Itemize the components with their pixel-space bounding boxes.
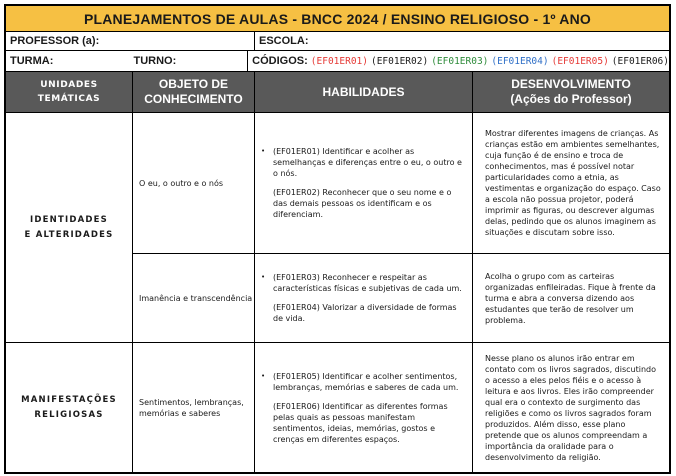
- column-header-desenvolvimento-line2: (Ações do Professor): [510, 92, 632, 106]
- code-ef01er05: (EF01ER05): [551, 55, 609, 67]
- codes-cell: [248, 51, 669, 71]
- turma-label: TURMA:: [10, 55, 54, 67]
- table-row: [133, 343, 669, 472]
- escola-label: ESCOLA:: [259, 35, 309, 47]
- habilidades-cell: [255, 254, 473, 342]
- column-header-desenvolvimento-line1: DESENVOLVIMENTO: [511, 77, 631, 91]
- lesson-plan-sheet: [4, 4, 671, 474]
- professor-school-row: [6, 32, 669, 51]
- code-ef01er01: (EF01ER01): [310, 55, 368, 67]
- habilidades-cell: [255, 113, 473, 253]
- desenvolvimento-cell: [473, 343, 669, 472]
- column-header-habilidades: HABILIDADES: [255, 72, 473, 112]
- unit-name-line2: E ALTERIDADES: [24, 229, 114, 240]
- objeto-cell: O eu, o outro e o nós: [133, 113, 255, 253]
- habilidade-text: (EF01ER03) Reconhecer e respeitar as características físicas e subjetivas de cada um.: [273, 273, 462, 293]
- unit-identidades-alteridades: [6, 113, 669, 343]
- column-header-unidades: [6, 72, 133, 112]
- table-row: [133, 253, 669, 342]
- habilidade-text: (EF01ER04) Valorizar a diversidade de formas de vida.: [273, 303, 457, 323]
- desenvolvimento-cell: [473, 254, 669, 342]
- habilidade-text: (EF01ER02) Reconhecer que o seu nome e o das demais pessoas os identificam e os diferenciam.: [273, 188, 452, 219]
- unit-name-line2: RELIGIOSAS: [34, 409, 104, 420]
- column-header-objeto-line1: OBJETO DE: [158, 77, 229, 91]
- habilidade-text: (EF01ER05) Identificar e acolher sentimentos, lembranças, memórias e saberes de cada um.: [273, 371, 459, 392]
- table-body: [6, 113, 669, 472]
- class-codes-row: [6, 51, 669, 72]
- column-header-unidades-line1: UNIDADES: [40, 80, 98, 90]
- desenvolvimento-text: Acolha o grupo com as carteiras organizadas enfileiradas. Fique à frente da turma e abra a conversa dizendo aos estudantes que terão de resolver um problema.: [485, 271, 656, 325]
- bullet-icon: •: [261, 371, 266, 380]
- column-header-desenvolvimento: [473, 72, 669, 112]
- column-header-objeto: [133, 72, 255, 112]
- table-row: [133, 113, 669, 253]
- bullet-icon: •: [261, 273, 266, 281]
- unit-manifestacoes-religiosas: [6, 343, 669, 472]
- objeto-cell: Imanência e transcendência: [133, 254, 255, 342]
- codigos-label: CÓDIGOS:: [252, 55, 308, 67]
- professor-label: PROFESSOR (a):: [6, 32, 255, 50]
- desenvolvimento-cell: [473, 113, 669, 253]
- unit-name: [6, 113, 133, 342]
- code-ef01er03: (EF01ER03): [431, 55, 489, 67]
- habilidades-cell: [255, 343, 473, 472]
- bullet-icon: •: [261, 147, 266, 155]
- code-ef01er06: (EF01ER06): [611, 55, 669, 67]
- page-title: PLANEJAMENTOS DE AULAS - BNCC 2024 / ENSINO RELIGIOSO - 1º ANO: [6, 6, 669, 32]
- unit-name-line1: MANIFESTAÇÕES: [21, 394, 117, 405]
- table-header: [6, 72, 669, 113]
- code-ef01er02: (EF01ER02): [370, 55, 429, 67]
- objeto-cell: Sentimentos, lembranças, memórias e saberes: [133, 343, 255, 472]
- code-ef01er04: (EF01ER04): [491, 55, 549, 67]
- unit-name: [6, 343, 133, 472]
- habilidade-text: (EF01ER06) Identificar as diferentes formas pelas quais as pessoas manifestam sentimentos, ideias, memórias, gostos e crenças em diferentes espaços.: [273, 401, 448, 444]
- column-header-unidades-line2: TEMÁTICAS: [37, 94, 101, 104]
- habilidade-text: (EF01ER01) Identificar e acolher as semelhanças e diferenças entre o eu, o outro e o nós.: [273, 147, 462, 178]
- column-header-objeto-line2: CONHECIMENTO: [144, 92, 243, 106]
- unit-name-line1: IDENTIDADES: [30, 214, 108, 225]
- desenvolvimento-text: Nesse plano os alunos irão entrar em contato com os livros sagrados, discutindo o acesso a eles pelos fiéis e o acesso à leitura e aos livros. Eles irão compreender qual era o contexto de surgimento das religiões e como os livros sagrados foram produzidos. Além disso, esse plano pretende que os alunos compreendam a importância da oralidade para o desenvolvimento da religião.: [485, 353, 657, 462]
- turno-label: TURNO:: [130, 51, 249, 71]
- desenvolvimento-text: Mostrar diferentes imagens de crianças. As crianças estão em ambientes semelhantes, cuja função é de ensino e troca de conhecimentos, mas é possível notar particularidades como a etnia, as vestimentas e organização do espaço. Caso a escola não possua projetor, poderá imprimir as figuras, ou descrever algumas delas, pedindo que os alunos imaginem as situações e discutam sobre isso.: [485, 129, 661, 237]
